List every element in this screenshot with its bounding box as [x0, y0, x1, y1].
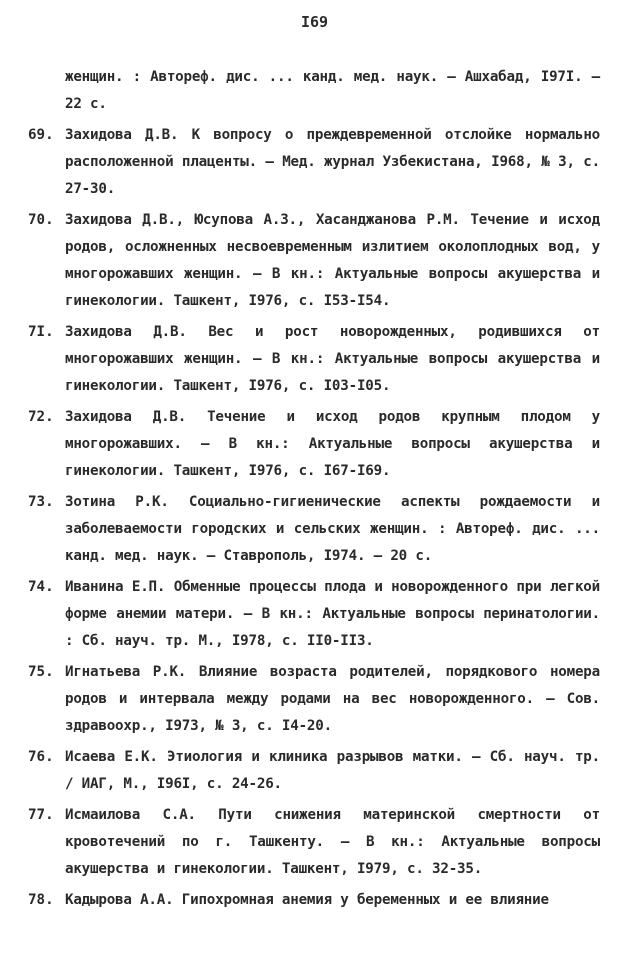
- entry-number: 74.: [28, 579, 54, 595]
- entry-text: Захидова Д.В. К вопросу о преждевременной отслойке нормально расположенной плаценты. – Мед. журнал Узбекистана, I968, № 3, с. 27-30.: [65, 127, 600, 197]
- bibliography-entry: [28, 64, 600, 118]
- entry-number: 76.: [28, 749, 54, 765]
- entry-text: женщин. : Автореф. дис. ... канд. мед. наук. – Ашхабад, I97I. – 22 с.: [65, 69, 600, 112]
- entry-text: Исаева Е.К. Этиология и клиника разрывов матки. – Сб. науч. тр. / ИАГ, М., I96I, с. 24-26.: [65, 749, 600, 792]
- entry-text: Зотина Р.К. Социально-гигиенические аспекты рождаемости и заболеваемости городских и сельских женщин. : Автореф. дис. ... канд. мед. наук. – Ставрополь, I974. – 20 с.: [65, 494, 600, 564]
- bibliography-entry: [28, 887, 600, 914]
- entry-number: 75.: [28, 664, 54, 680]
- bibliography-entry: [28, 744, 600, 798]
- entry-number: 69.: [28, 127, 54, 143]
- bibliography-entry: [28, 802, 600, 883]
- entry-number: 73.: [28, 494, 54, 510]
- entry-number: 72.: [28, 409, 54, 425]
- entry-number: 7I.: [28, 324, 54, 340]
- entry-text: Захидова Д.В. Вес и рост новорожденных, родившихся от многорожавших женщин. – В кн.: Актуальные вопросы акушерства и гинекологии. Ташкент, I976, с. I03-I05.: [65, 324, 600, 394]
- bibliography-entry: [28, 489, 600, 570]
- bibliography-entry: [28, 319, 600, 400]
- bibliography-entry: [28, 207, 600, 315]
- entry-number: 77.: [28, 807, 54, 823]
- entry-number: 70.: [28, 212, 54, 228]
- bibliography-entry: [28, 659, 600, 740]
- entry-text: Захидова Д.В., Юсупова А.З., Хасанджанова Р.М. Течение и исход родов, осложненных несвоевременным излитием околоплодных вод, у многорожавших женщин. – В кн.: Актуальные вопросы акушерства и гинекологии. Ташкент, I976, с. I53-I54.: [65, 212, 600, 309]
- entry-text: Захидова Д.В. Течение и исход родов крупным плодом у многорожавших. – В кн.: Актуальные вопросы акушерства и гинекологии. Ташкент, I976, с. I67-I69.: [65, 409, 600, 479]
- bibliography-list: [28, 64, 600, 918]
- entry-text: Кадырова А.А. Гипохромная анемия у беременных и ее влияние: [65, 892, 549, 908]
- entry-text: Исмаилова С.А. Пути снижения материнской смертности от кровотечений по г. Ташкенту. – В кн.: Актуальные вопросы акушерства и гинекологии. Ташкент, I979, с. 32-35.: [65, 807, 600, 877]
- entry-number: 78.: [28, 892, 54, 908]
- bibliography-entry: [28, 404, 600, 485]
- entry-text: Игнатьева Р.К. Влияние возраста родителей, порядкового номера родов и интервала между родами на вес новорожденного. – Сов. здравоохр., I973, № 3, с. I4-20.: [65, 664, 600, 734]
- page-number: I69: [300, 13, 329, 31]
- bibliography-entry: [28, 122, 600, 203]
- entry-text: Иванина Е.П. Обменные процессы плода и новорожденного при легкой форме анемии матери. – В кн.: Актуальные вопросы перинатологии. : Сб. науч. тр. М., I978, с. II0-II3.: [65, 579, 600, 649]
- bibliography-entry: [28, 574, 600, 655]
